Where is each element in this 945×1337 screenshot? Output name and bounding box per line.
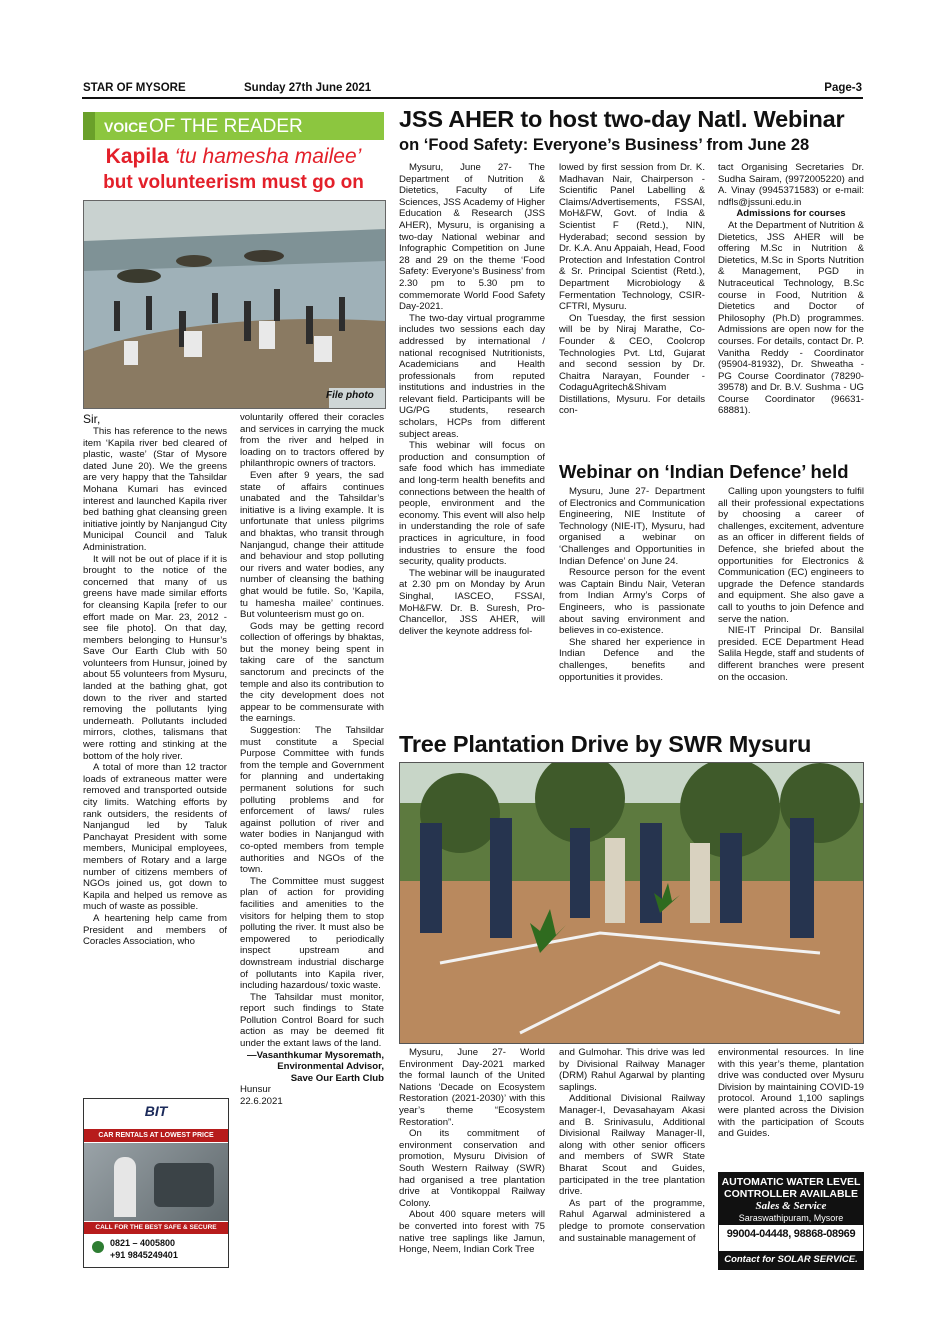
jss-paragraph: The webinar will be inaugurated at 2.30 pm on Monday by Arun Singhal, IASCEO, FSSAI, MoH&FW. Dr. B. Suresh, Pro-Chancellor, JSS AHER, will deliver the keynote address fol- [399, 567, 545, 637]
jss-paragraph: tact Organising Secretaries Dr. Sudha Sairam, (9972005220) and A. Vinay (9945371583) or e-mail: ndfls@jssuni.edu.in [718, 162, 864, 208]
voice-column-2 [240, 412, 384, 1282]
water-ad-line2: CONTROLLER AVAILABLE [724, 1188, 858, 1200]
tree-plantation-photo [399, 762, 864, 1044]
water-ad-line3: Sales & Service [755, 1200, 827, 1212]
voice-kicker-rest: OF THE READER [149, 116, 303, 137]
tree-paragraph: On its commitment of environment conservation and promotion, Mysuru Division of South Western Railway (SWR) had organised a tree plantation drive at Vontikoppal Railway Colony. [399, 1128, 545, 1209]
defence-paragraph: Resource person for the event was Captain Bindu Nair, Veteran from Indian Army’s Corps of Engineers, who is passionate about saving environment and believes in co-existence. [559, 567, 705, 637]
voice-kicker [83, 112, 384, 140]
bit-tagline: CAR RENTALS AT LOWEST PRICE [84, 1129, 228, 1142]
tree-column-3 [718, 1047, 864, 1167]
defence-paragraph: Mysuru, June 27- Department of Electronics and Communication Engineering, NIE Institute of Technology (NIE-IT), Mysuru, had organised a webinar on ‘Challenges and Opportunities in Indian Defence’ on June 24. [559, 486, 705, 567]
water-ad-line1: AUTOMATIC WATER LEVEL [721, 1176, 861, 1188]
jss-headline: JSS AHER to host two-day Natl. Webinar [399, 106, 845, 132]
signoff-name: —Vasanthkumar Mysoremath, [246, 1049, 384, 1061]
bit-cta: CALL FOR THE BEST SAFE & SECURE [84, 1222, 228, 1234]
voice-headline-line2: but volunteerism must go on [103, 172, 364, 193]
paper-name: STAR OF MYSORE [83, 82, 186, 94]
voice-column-1 [83, 412, 227, 1092]
defence-paragraph: NIE-IT Principal Dr. Bansilal presided. ECE Department Head Salila Hegde, staff and students of different branches were present on the occasion. [718, 625, 864, 683]
jss-paragraph: lowed by first session from Dr. K. Madhavan Nair, Chairperson - Scientific Panel Labelling & Claims/Advertisements, FSSAI, MoH&FW, Govt. of India & Scientist F (Retd.), NIN, Hyderabad; second session by Dr. K.A. Anu Appaiah, Head, Food Protection and Infestation Control & Sr. Principal Scientist (Retd.), Department Microbiology & Fermentation Technology, CSIR-CFTRI, Mysuru. [559, 162, 705, 313]
voice-headline [83, 144, 384, 196]
voice-paragraph: Gods may be getting record collection of offerings by bhaktas, but the money being spent in taking care of the sanctum sanctorum and precincts of the temple and also its contribution to the city development does not appear to be commensurate with the earnings. [240, 620, 384, 725]
voice-paragraph: A total of more than 12 tractor loads of extraneous matter were removed and transported outside city limits. Watching efforts by rank outsiders, the residents of Nanjangud led by Taluk Panchayat President with some members, Municipal employees, members of Rotary and a large number of citizens members of NGOs joined us, got down to Kapila and helped us remove as much of waste as possible. [83, 762, 227, 913]
tree-paragraph: About 400 square meters will be converted into forest with 75 native tree saplings like Jamun, Honge, Neem, Indian Cork Tree [399, 1209, 545, 1256]
jss-column-1 [399, 162, 545, 722]
water-ad-line4: Saraswathipuram, Mysore [738, 1213, 844, 1223]
kapila-river-photo [83, 200, 386, 409]
jss-paragraph: Mysuru, June 27- The Department of Nutrition & Dietetics, Faculty of Life Sciences, JSS Academy of Higher Education & Research (JSS AHER), Mysuru, is organising a two-day National webinar and Infographic Competition on June 28 and 29 on the theme ‘Food Safety: Everyone’s Business’ from 2.30 pm to 5.30 pm to commemorate World Food Safety Day-2021. [399, 162, 545, 313]
voice-paragraph: The Committee must suggest plan of action for providing facilities and amenities to the visitors for helping them to stop polluting the river. It must also be empowered to periodically inspect upstream and downstream industrial discharge of pollutants into Kapila river, including hazardous/ toxic waste. [240, 875, 384, 992]
tree-paragraph: Additional Divisional Railway Manager-I, Devasahayam Akasi and B. Srinivasulu, Additional Divisional Railway Manager-II, along with other senior officers and members of SWR State Bharat Scout and Guides, participated in the tree plantation drive. [559, 1093, 705, 1198]
defence-column-2 [718, 486, 864, 722]
tree-paragraph: Mysuru, June 27- World Environment Day-2021 marked the formal launch of the United Nations ‘Decade on Ecosystem Restoration (2021-2030)’ with this year’s theme “Ecosystem Restoration”. [399, 1047, 545, 1128]
voice-paragraph: This has reference to the news item ‘Kapila river bed cleared of plastic, waste’ (Star of Mysore dated June 20). We the greens are very happy that the Tahsildar Mohana Kumari has evinced interest and launched Kapila river bed bathing ghat cleansing green initiative jointly by Nanjangud City Municipal Council and Taluk Administration. [83, 426, 227, 553]
tree-paragraph: As part of the programme, Rahul Agarwal administered a pledge to promote conservation and sustainable management of [559, 1197, 705, 1244]
jss-paragraph: On Tuesday, the first session will be by Niraj Marathe, Co-Founder & CEO, Coolcrop Technologies Pvt. Ltd, Gujarat and second session by Dr. Chaitra Narayan, Founder - CodaguAgritech&Shivam Distillations, Mysuru. For details con- [559, 312, 705, 417]
water-ad-phones: 99004-04448, 98868-08969 [726, 1228, 856, 1240]
defence-paragraph: She shared her experience in Indian Defence and the challenges, benefits and opportunities it provides. [559, 636, 705, 683]
bit-phone-1: 0821 – 4005800 [110, 1238, 176, 1248]
defence-headline: Webinar on ‘Indian Defence’ held [559, 461, 849, 482]
admissions-subhead: Admissions for courses [736, 208, 846, 220]
bit-ad-photo [84, 1143, 228, 1221]
voice-headline-quote: ‘tu hamesha mailee’ [168, 145, 362, 168]
water-ad-footer: Contact for SOLAR SERVICE. [719, 1251, 863, 1269]
jss-paragraph: At the Department of Nutrition & Dietetics, JSS AHER will be offering M.Sc in Nutrition & Dietetics, M.Sc in Sports Nutrition & Management, PGD in Nutraceutical Technology, B.Sc course in Food, Nutrition & Dietetics and Doctor of Philosophy (Ph.D) programmes. Admissions are open now for the courses. For details, contact Dr. P. Vanitha Reddy - Coordinator (95904-81932), Dr. Shweatha - PG Course Coordinator (78290-39578) and Dr. B.V. Sushma - UG Course Coordinator (96631-68881). [718, 219, 864, 417]
bit-phone-2: +91 9845249401 [110, 1250, 178, 1260]
jss-subhead: on ‘Food Safety: Everyone’s Business’ from June 28 [399, 136, 810, 154]
tree-paragraph: environmental resources. In line with this year’s theme, plantation drive was conducted over Mysuru Division by maintaining COVID-19 protocol. Around 1,100 saplings were planted across the Division with the participation of Scouts and Guides. [718, 1047, 864, 1140]
voice-paragraph: The Tahsildar must monitor, report such findings to State Pollution Control Board for such action as may be deemed fit under the extant laws of the land. [240, 991, 384, 1050]
defence-paragraph: Calling upon youngsters to fulfil all their professional expectations by choosing a career of challenges, excitement, adventure as an officer in different fields of Defence, she briefed about the opportunities for Electronics & Communication (EC) engineers to upgrade the Defence standards and equipment. She also gave a call to youths to join Defence and serve the nation. [718, 486, 864, 625]
phone-icon [92, 1241, 104, 1253]
signoff-date: 22.6.2021 [240, 1096, 283, 1108]
tree-column-2 [559, 1047, 705, 1273]
tree-headline: Tree Plantation Drive by SWR Mysuru [399, 731, 812, 757]
voice-kicker-bold: VOICE [104, 119, 148, 135]
water-level-controller-ad [718, 1172, 864, 1270]
jss-paragraph: The two-day virtual programme includes two sessions each day addressed by international / national recognised Nutritionists, Academicians and Health professionals from reputed institutions and industries in the relevant field. Participants will be UG/PG students, research scholars, HCPs from different subject areas. [399, 312, 545, 440]
tree-paragraph: and Gulmohar. This drive was led by Divisional Railway Manager (DRM) Rahul Agarwal by planting saplings. [559, 1047, 705, 1093]
voice-headline-name: Kapila [105, 145, 169, 168]
voice-paragraph: A heartening help came from President and members of Coracles Association, who [83, 912, 227, 948]
jss-column-2 [559, 162, 705, 457]
masthead-rule [82, 97, 863, 99]
page-number: Page-3 [824, 82, 862, 94]
jss-column-3 [718, 162, 864, 457]
voice-paragraph: Even after 9 years, the sad state of affairs continues unabated and the Tahsildar’s initiative is a living example. It is unfortunate that unless pilgrims and bhaktas, who transit through Nanjangud, change their attitude and behaviour and stop polluting our rivers and water bodies, any number of cleansing the bathing ghat would be futile. So, ‘Kapila, tu hamesha mailee’ continues. But volunteerism must go on. [240, 469, 384, 621]
signoff-place: Hunsur [240, 1084, 271, 1096]
voice-paragraph: It will not be out of place if it is brought to the notice of the concerned that many of us greens have made similar efforts for cleansing Kapila [refer to our effort made on Mar. 23, 2012 - see file photo]. On that day, members belonging to Hunsur’s Save Our Earth Club with 50 volunteers from Hunsur, joined by about 55 volunteers from Mysuru, landed at the bathing ghat, got down to the river and started removing the pollutants lying underneath. Pollutants included mirrors, clothes, talismans that were rotting and stinking at the bottom of the holy river. [83, 553, 227, 762]
voice-salutation: Sir, [83, 412, 101, 426]
photo-caption: File photo [326, 390, 374, 401]
tree-column-1 [399, 1047, 545, 1273]
bit-car-rental-ad [83, 1098, 229, 1268]
defence-column-1 [559, 486, 705, 722]
issue-date: Sunday 27th June 2021 [244, 82, 372, 94]
voice-paragraph: voluntarily offered their coracles and services in carrying the muck from the river and helped in loading on to tractors offered by philanthropic owners of tractors. [240, 412, 384, 470]
bit-logo: BIT [144, 1103, 168, 1119]
signoff-title: Environmental Advisor, [277, 1061, 384, 1073]
voice-paragraph: Suggestion: The Tahsildar must constitute a Special Purpose Committee with funds from the temple and Government for planning and undertaking permanent solutions for such polluting problems and for enforcement of laws/ rules against pollution of river and water bodies in Nanjangud with co-opted members from temple authorities and NGOs of the town. [240, 725, 384, 876]
jss-paragraph: This webinar will focus on production and consumption of safe food which has immediate and long-term health benefits and connections between the health of people, environment and the economy. This event will also help in understanding the role of safe practices in agriculture, in food industries to ensure the food security, quality products. [399, 440, 545, 568]
signoff-club: Save Our Earth Club [290, 1072, 384, 1084]
